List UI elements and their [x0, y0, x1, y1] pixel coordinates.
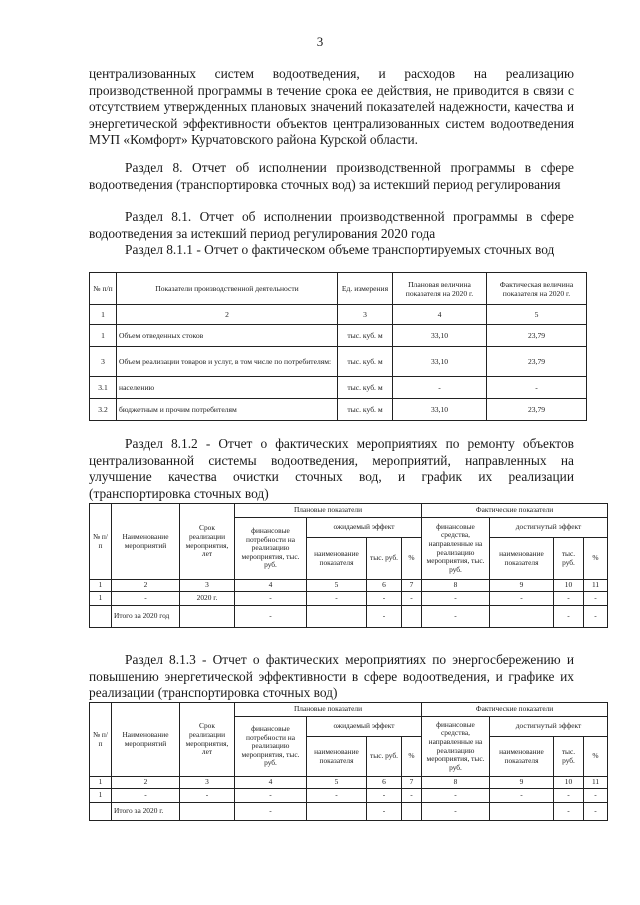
table-cell	[307, 802, 367, 820]
table-cell: 2	[112, 580, 180, 592]
table-cell: -	[554, 788, 584, 802]
table-cell: 2020 г.	[180, 591, 235, 605]
table-cell: -	[490, 788, 554, 802]
table-cell: населению	[117, 377, 338, 399]
table-cell: 33,10	[393, 399, 487, 421]
table-cell: 23,79	[487, 325, 587, 347]
table-header-cell: финансовые средства, направленные на реализацию мероприятия, тыс. руб.	[422, 717, 490, 777]
table-header-cell: тыс. руб.	[367, 538, 402, 580]
table-total-row	[90, 802, 608, 820]
table-cell: 23,79	[487, 347, 587, 377]
table-cell: -	[422, 591, 490, 605]
table-cell: 3	[180, 580, 235, 592]
table-row	[90, 325, 587, 347]
table-cell: 2	[117, 305, 338, 325]
table-cell: 5	[307, 777, 367, 789]
table-cell: -	[235, 591, 307, 605]
table-cell: -	[367, 788, 402, 802]
table-cell: тыс. куб. м	[338, 377, 393, 399]
table-cell: 9	[490, 580, 554, 592]
table-header-cell: ожидаемый эффект	[307, 518, 422, 538]
table-cell: -	[307, 591, 367, 605]
table-cell: Объем реализации товаров и услуг, в том числе по потребителям:	[117, 347, 338, 377]
table-cell	[90, 605, 112, 627]
table-header-cell: Плановая величина показателя на 2020 г.	[393, 273, 487, 305]
table-header-cell: тыс. руб.	[367, 737, 402, 777]
table-cell: 3.1	[90, 377, 117, 399]
table-cell: 4	[235, 580, 307, 592]
table-header-cell: %	[584, 737, 608, 777]
table-total-label: Итого за 2020 год	[112, 605, 180, 627]
table-header-cell: ожидаемый эффект	[307, 717, 422, 737]
table-cell: 3.2	[90, 399, 117, 421]
table-row	[90, 788, 608, 802]
page-number: 3	[316, 34, 324, 49]
table-cell: -	[422, 605, 490, 627]
table-cell: 3	[180, 777, 235, 789]
table-cell: -	[112, 591, 180, 605]
table-cell: -	[554, 605, 584, 627]
table-header-cell: финансовые потребности на реализацию мероприятия, тыс. руб.	[235, 717, 307, 777]
table-cell	[490, 605, 554, 627]
table-cell: -	[402, 591, 422, 605]
table-cell: 4	[393, 305, 487, 325]
repair-measures-table	[89, 503, 608, 628]
table-cell: бюджетным и прочим потребителям	[117, 399, 338, 421]
section-8-1-2-heading: Раздел 8.1.2 - Отчет о фактических мероприятиях по ремонту объектов централизованной системы водоотведения, мероприятий, направленных на улучшение качества очистки сточных вод, и график их реализации (транспортировка сточных вод)	[89, 436, 574, 501]
table-header-cell: наименование показателя	[307, 538, 367, 580]
table-row	[90, 377, 587, 399]
table-cell	[490, 802, 554, 820]
table-header-cell: № п/п	[90, 703, 112, 777]
table-cell: 33,10	[393, 325, 487, 347]
table-header-cell: финансовые средства, направленные на реализацию мероприятия, тыс. руб.	[422, 518, 490, 580]
table-cell: -	[402, 788, 422, 802]
section-8-heading: Раздел 8. Отчет об исполнении производственной программы в сфере водоотведения (транспортировка сточных вод) за истекший период регулирования	[89, 160, 574, 192]
table-cell: 10	[554, 580, 584, 592]
table-header-cell: Срок реализации мероприятия, лет	[180, 703, 235, 777]
table-header-row	[90, 273, 587, 305]
table-cell: 1	[90, 788, 112, 802]
table-cell	[180, 802, 235, 820]
table-cell: -	[307, 788, 367, 802]
table-header-cell: Фактические показатели	[422, 504, 608, 518]
table-cell	[180, 605, 235, 627]
table-cell: тыс. куб. м	[338, 399, 393, 421]
table-cell: 6	[367, 580, 402, 592]
table-cell: -	[422, 802, 490, 820]
table-cell: -	[367, 591, 402, 605]
table-cell: 1	[90, 325, 117, 347]
table-header-cell: достигнутый эффект	[490, 518, 608, 538]
table-header-cell: %	[402, 538, 422, 580]
table-cell	[90, 802, 112, 820]
table-cell: тыс. куб. м	[338, 347, 393, 377]
table-cell: 1	[90, 580, 112, 592]
table-cell: -	[180, 788, 235, 802]
table-header-cell: наименование показателя	[490, 538, 554, 580]
table-cell: -	[554, 802, 584, 820]
table-cell: 3	[338, 305, 393, 325]
table-cell: -	[584, 591, 608, 605]
table-row	[90, 347, 587, 377]
table-cell: 33,10	[393, 347, 487, 377]
table-cell: 23,79	[487, 399, 587, 421]
table-cell: -	[235, 788, 307, 802]
table-cell: -	[112, 788, 180, 802]
table-column-numbers-row	[90, 580, 608, 592]
table-header-cell: Показатели производственной деятельности	[117, 273, 338, 305]
table-cell	[402, 802, 422, 820]
table-cell: -	[393, 377, 487, 399]
table-cell: Объем отведенных стоков	[117, 325, 338, 347]
table-cell: 7	[402, 580, 422, 592]
table-total-row	[90, 605, 608, 627]
table-header-cell: Ед. измерения	[338, 273, 393, 305]
table-header-cell: достигнутый эффект	[490, 717, 608, 737]
section-8-1-heading: Раздел 8.1. Отчет об исполнении производственной программы в сфере водоотведения за истекший период регулирования 2020 года	[89, 209, 574, 241]
table-header-cell: %	[402, 737, 422, 777]
table-cell: -	[584, 605, 608, 627]
section-8-1-1-heading: Раздел 8.1.1 - Отчет о фактическом объеме транспортируемых сточных вод	[125, 242, 555, 257]
table-column-numbers-row	[90, 777, 608, 789]
table-header-cell: тыс. руб.	[554, 538, 584, 580]
table-header-cell: № п/п	[90, 273, 117, 305]
table-header-cell: финансовые потребности на реализацию мероприятия, тыс. руб.	[235, 518, 307, 580]
table-cell: 5	[487, 305, 587, 325]
table-cell: 4	[235, 777, 307, 789]
table-header-cell: тыс. руб.	[554, 737, 584, 777]
table-header-cell: Наименование мероприятий	[112, 703, 180, 777]
table-cell: 7	[402, 777, 422, 789]
table-cell: 10	[554, 777, 584, 789]
table-cell: 1	[90, 305, 117, 325]
table-header-cell: наименование показателя	[307, 737, 367, 777]
table-cell	[402, 605, 422, 627]
table-cell: -	[235, 802, 307, 820]
table-cell: -	[367, 605, 402, 627]
table-header-cell: наименование показателя	[490, 737, 554, 777]
intro-paragraph: централизованных систем водоотведения, и расходов на реализацию производственной программы в течение срока ее действия, не приводится в связи с отсутствием утвержденных плановых значений показателей надежности, качества и энергетической эффективности объектов централизованных систем водоотведения МУП «Комфорт» Курчатовского района Курской области.	[89, 66, 574, 147]
table-cell: -	[367, 802, 402, 820]
table-cell: 11	[584, 580, 608, 592]
table-header-cell: Плановые показатели	[235, 504, 422, 518]
table-cell: 9	[490, 777, 554, 789]
table-header-cell: Срок реализации мероприятия, лет	[180, 504, 235, 580]
table-cell: -	[487, 377, 587, 399]
table-total-label: Итого за 2020 г.	[112, 802, 180, 820]
table-header-cell: Фактическая величина показателя на 2020 г.	[487, 273, 587, 305]
table-header-cell: %	[584, 538, 608, 580]
table-cell: 6	[367, 777, 402, 789]
table-header-cell: Наименование мероприятий	[112, 504, 180, 580]
table-cell: 1	[90, 591, 112, 605]
table-cell: 1	[90, 777, 112, 789]
actual-volume-table	[89, 272, 587, 421]
energy-saving-table	[89, 702, 608, 821]
table-header-cell: № п/п	[90, 504, 112, 580]
table-cell: -	[554, 591, 584, 605]
table-cell: -	[584, 802, 608, 820]
table-cell: тыс. куб. м	[338, 325, 393, 347]
section-8-1-3-heading: Раздел 8.1.3 - Отчет о фактических мероприятиях по энергосбережению и повышению энергетической эффективности в сфере водоотведения, и графике их реализации (транспортировка сточных вод)	[89, 652, 574, 700]
table-row	[90, 399, 587, 421]
table-header-cell: Фактические показатели	[422, 703, 608, 717]
table-cell: 8	[422, 777, 490, 789]
table-row	[90, 591, 608, 605]
table-cell: 5	[307, 580, 367, 592]
table-header-cell: Плановые показатели	[235, 703, 422, 717]
table-cell	[307, 605, 367, 627]
table-cell: 3	[90, 347, 117, 377]
table-cell: -	[235, 605, 307, 627]
table-cell: -	[422, 788, 490, 802]
table-cell: 11	[584, 777, 608, 789]
table-cell: -	[584, 788, 608, 802]
table-cell: 2	[112, 777, 180, 789]
table-cell: 8	[422, 580, 490, 592]
table-column-numbers-row	[90, 305, 587, 325]
table-cell: -	[490, 591, 554, 605]
